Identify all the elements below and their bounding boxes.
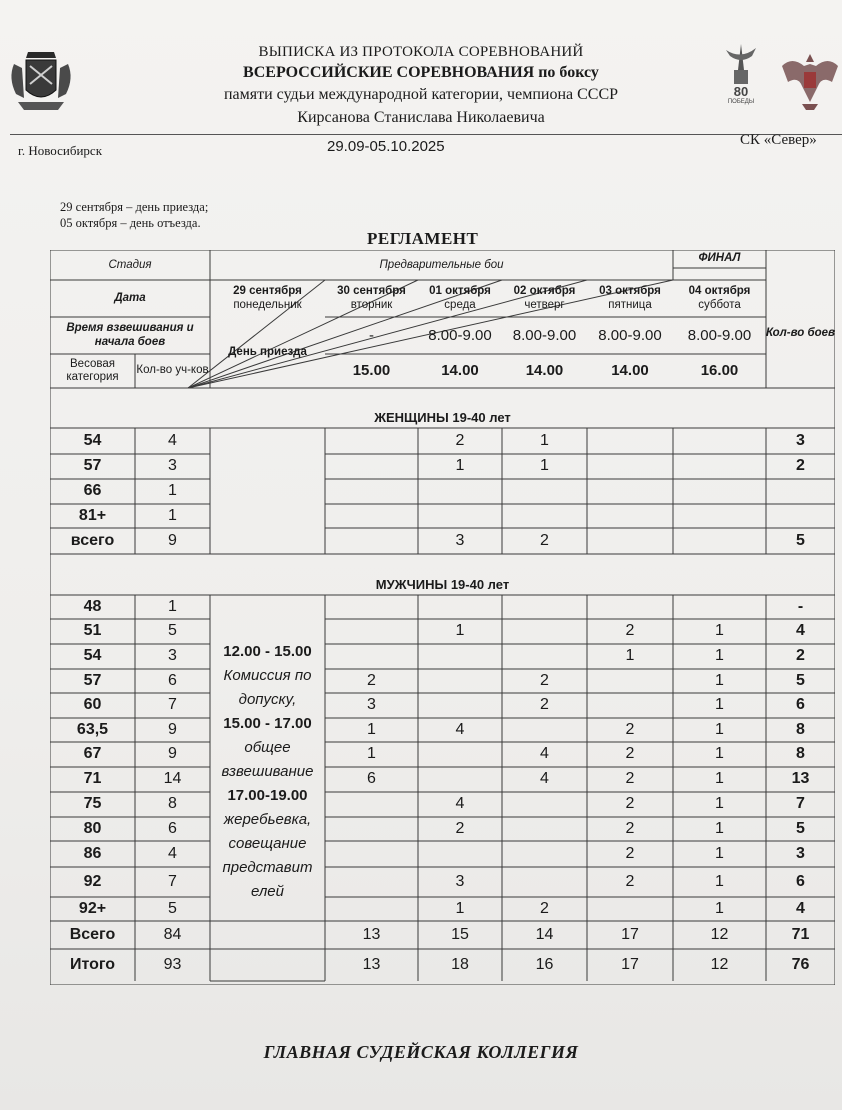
schedule-line: 15.00 - 17.00: [223, 715, 312, 732]
russia-double-eagle-icon: [778, 46, 842, 112]
bouts-per-day: [587, 479, 673, 504]
schedule-line: общее: [244, 739, 291, 756]
bouts-per-day: 1: [367, 745, 376, 763]
bouts-per-day: 13: [362, 925, 381, 943]
weight-category: 71: [83, 770, 102, 788]
weigh-in-label: Время взвешивания и начала боев: [66, 322, 194, 348]
bouts-start-time: 14.00: [441, 362, 479, 380]
bouts-per-day: 1: [625, 647, 635, 665]
bouts-per-day: 1: [715, 872, 724, 890]
total-bouts: 7: [796, 795, 805, 813]
bouts-per-day: 1: [455, 622, 465, 640]
bouts-per-day: [587, 693, 673, 718]
bouts-per-day: [587, 528, 673, 554]
bouts-per-day: 15: [451, 925, 469, 943]
weight-category: 75: [83, 795, 102, 813]
bouts-per-day: 1: [455, 899, 465, 917]
participants-count-label: Кол-во уч-ков: [136, 364, 209, 377]
weight-category: 48: [83, 597, 102, 615]
header-line-1: ВЫПИСКА ИЗ ПРОТОКОЛА СОРЕВНОВАНИЙ: [258, 44, 584, 60]
participants-count: 7: [168, 872, 177, 890]
venue-club: СК «Север»: [740, 132, 817, 148]
bouts-per-day: [587, 669, 673, 693]
bouts-start-time: 15.00: [352, 362, 391, 380]
day-date: 30 сентября: [337, 285, 406, 298]
women-section-title: ЖЕНЩИНЫ 19-40 лет: [374, 409, 511, 425]
date-label: Дата: [114, 291, 146, 304]
bouts-per-day: [325, 841, 418, 867]
bouts-per-day: 17: [621, 925, 639, 943]
bouts-per-day: [502, 718, 587, 742]
participants-count: 6: [168, 671, 177, 689]
bouts-per-day: [325, 619, 418, 644]
final-label: ФИНАЛ: [698, 252, 741, 265]
bouts-per-day: 2: [625, 844, 635, 862]
total-bouts: 5: [796, 819, 805, 837]
participants-count: 9: [168, 745, 177, 763]
day-date: 29 сентября: [233, 285, 302, 298]
bouts-per-day: 3: [455, 872, 465, 890]
bouts-per-day: 2: [625, 720, 635, 738]
bouts-per-day: [673, 595, 766, 619]
header-line-4: Кирсанова Станислава Николаевича: [297, 109, 545, 126]
svg-text:ПОБЕДЫ: ПОБЕДЫ: [727, 99, 755, 105]
bouts-per-day: 1: [715, 622, 724, 640]
bouts-per-day: 1: [715, 647, 724, 665]
chief-judges-panel: ГЛАВНАЯ СУДЕЙСКАЯ КОЛЛЕГИЯ: [263, 1042, 579, 1062]
regulation-title: РЕГЛАМЕНТ: [367, 229, 479, 248]
schedule-line: Комиссия по: [223, 667, 312, 684]
bouts-per-day: [502, 644, 587, 669]
bouts-per-day: [502, 792, 587, 817]
weight-category: 57: [83, 671, 102, 689]
weight-category: 66: [83, 482, 102, 500]
bouts-per-day: 2: [540, 696, 549, 714]
bouts-per-day: [502, 619, 587, 644]
day-of-week: пятница: [608, 298, 652, 311]
total-bouts: 8: [796, 720, 805, 738]
total-bouts: [766, 479, 835, 504]
bouts-per-day: [673, 504, 766, 528]
participants-count: 9: [168, 531, 177, 549]
bouts-per-day: 2: [540, 671, 549, 689]
bouts-per-day: 6: [367, 770, 376, 788]
bouts-per-day: [418, 479, 502, 504]
bouts-per-day: [418, 669, 502, 693]
bouts-per-day: [673, 479, 766, 504]
schedule-line: совещание: [228, 835, 307, 852]
bouts-per-day: 12: [710, 925, 729, 943]
bouts-per-day: [673, 454, 766, 479]
bouts-per-day: 2: [625, 795, 635, 813]
bouts-per-day: [673, 428, 766, 454]
participants-count: 1: [168, 482, 177, 500]
bouts-per-day: [587, 454, 673, 479]
weight-category: 57: [83, 457, 102, 475]
bouts-per-day: [502, 479, 587, 504]
bouts-per-day: [418, 644, 502, 669]
schedule-line: 17.00-19.00: [227, 787, 308, 804]
bouts-per-day: [502, 595, 587, 619]
bouts-start-time: 16.00: [700, 362, 739, 380]
preliminary-bouts-label: Предварительные бои: [379, 259, 504, 272]
total-bouts: -: [797, 597, 804, 615]
stage-label: Стадия: [108, 259, 152, 272]
bouts-per-day: [325, 595, 418, 619]
weight-category: 63,5: [76, 720, 109, 738]
bouts-per-day: [587, 428, 673, 454]
bouts-per-day: 3: [455, 531, 465, 549]
bouts-per-day: 1: [715, 696, 724, 714]
bouts-per-day: [325, 528, 418, 554]
day-header: [325, 280, 418, 317]
registration-schedule-note: [210, 640, 325, 904]
participants-count: 1: [168, 506, 177, 524]
bouts-per-day: [673, 528, 766, 554]
weight-category: 54: [83, 647, 102, 665]
total-bouts: [766, 504, 835, 528]
bouts-per-day: 2: [625, 819, 635, 837]
weight-category: 60: [83, 696, 102, 714]
participants-count: 84: [163, 925, 182, 943]
weigh-in-time: 8.00-9.00: [687, 326, 752, 344]
day-header: [673, 280, 766, 317]
day-header: [418, 280, 502, 317]
day-of-week: вторник: [350, 298, 393, 311]
bouts-per-day: [418, 504, 502, 528]
participants-count: 4: [168, 431, 177, 449]
total-bouts: 4: [796, 622, 805, 640]
bouts-per-day: 2: [455, 431, 465, 449]
total-bouts: 4: [796, 899, 805, 917]
bouts-per-day: 2: [625, 745, 635, 763]
schedule-line: взвешивание: [221, 763, 314, 780]
bouts-per-day: 4: [540, 745, 549, 763]
bouts-per-day: 2: [540, 531, 549, 549]
bouts-per-day: [502, 841, 587, 867]
participants-count: 6: [168, 819, 177, 837]
bouts-start-time: 14.00: [611, 362, 649, 380]
arrival-day-label: День приезда: [228, 345, 307, 358]
bouts-per-day: 1: [715, 745, 724, 763]
bouts-per-day: [325, 644, 418, 669]
bouts-per-day: 16: [535, 955, 554, 973]
bouts-per-day: [587, 897, 673, 921]
participants-count: 93: [163, 955, 182, 973]
schedule-line: елей: [251, 883, 284, 900]
bouts-start-time: 14.00: [525, 362, 564, 380]
bouts-per-day: 14: [535, 925, 554, 943]
bouts-per-day: [418, 595, 502, 619]
weight-category: 86: [83, 844, 102, 862]
total-bouts: 6: [796, 872, 805, 890]
participants-count: 14: [163, 770, 182, 788]
bouts-per-day: 17: [621, 955, 639, 973]
participants-count: 4: [168, 844, 177, 862]
bouts-per-day: 1: [715, 770, 724, 788]
weigh-in-time: 8.00-9.00: [598, 326, 662, 344]
bouts-per-day: [325, 428, 418, 454]
total-bouts: 6: [796, 696, 805, 714]
bouts-per-day: 2: [455, 819, 465, 837]
participants-count: 5: [168, 899, 177, 917]
schedule-line: представит: [222, 859, 313, 876]
day-date: 01 октября: [429, 285, 491, 298]
bouts-count-label: Кол-во боев: [766, 327, 836, 340]
participants-count: 3: [168, 647, 177, 665]
participants-count: 5: [168, 622, 177, 640]
bouts-per-day: 1: [540, 431, 549, 449]
svg-text:80: 80: [733, 84, 749, 99]
bouts-per-day: 1: [540, 457, 549, 475]
bouts-per-day: [502, 867, 587, 897]
weight-category: Всего: [69, 925, 116, 943]
bouts-per-day: 1: [715, 671, 724, 689]
schedule-line: 12.00 - 15.00: [223, 643, 312, 660]
competition-dates: 29.09-05.10.2025: [327, 138, 445, 155]
weigh-in-time: 8.00-9.00: [512, 326, 577, 344]
total-bouts: 76: [791, 955, 810, 973]
total-bouts: 2: [796, 647, 805, 665]
bouts-per-day: 13: [362, 955, 381, 973]
bouts-per-day: 3: [367, 696, 376, 714]
weight-category: всего: [70, 531, 115, 549]
day-date: 02 октября: [513, 285, 576, 298]
bouts-per-day: 4: [540, 770, 549, 788]
men-section-title: МУЖЧИНЫ 19-40 лет: [375, 576, 510, 592]
bouts-per-day: 2: [540, 899, 549, 917]
bouts-per-day: [325, 504, 418, 528]
participants-count: 7: [168, 696, 177, 714]
participants-count: 8: [168, 795, 177, 813]
day-header: [502, 280, 587, 317]
weight-category: 67: [83, 745, 102, 763]
participants-count: 9: [168, 720, 177, 738]
weight-category: 54: [83, 431, 102, 449]
bouts-per-day: [325, 792, 418, 817]
bouts-per-day: 18: [451, 955, 469, 973]
bouts-per-day: 2: [625, 770, 635, 788]
bouts-per-day: [325, 454, 418, 479]
schedule-line: допуску,: [238, 691, 297, 708]
bouts-per-day: [325, 817, 418, 841]
bouts-per-day: [502, 504, 587, 528]
bouts-per-day: [418, 841, 502, 867]
schedule-line: жеребьевка,: [223, 811, 312, 828]
bouts-per-day: 4: [455, 795, 465, 813]
bouts-per-day: [587, 504, 673, 528]
bouts-per-day: 1: [367, 720, 376, 738]
bouts-per-day: 1: [715, 819, 724, 837]
city: г. Новосибирск: [18, 143, 103, 158]
bouts-per-day: 1: [715, 795, 724, 813]
bouts-per-day: 2: [625, 872, 635, 890]
weight-category-label: Весовая категория: [66, 357, 119, 383]
weight-category: Итого: [69, 955, 116, 973]
day-header: [587, 280, 673, 317]
weight-category: 92: [83, 872, 102, 890]
departure-note: 05 октября – день отъезда.: [60, 216, 201, 230]
header-line-2: ВСЕРОССИЙСКИЕ СОРЕВНОВАНИЯ по боксу: [243, 64, 599, 81]
bouts-per-day: [418, 693, 502, 718]
victory-80-logo-icon: [716, 40, 766, 106]
weigh-in-time: 8.00-9.00: [428, 326, 492, 344]
day-of-week: суббота: [698, 298, 741, 311]
day-of-week: среда: [444, 298, 476, 311]
bouts-per-day: [325, 897, 418, 921]
bouts-per-day: 1: [455, 457, 465, 475]
day-header: [210, 280, 325, 317]
total-bouts: 13: [791, 770, 810, 788]
bouts-per-day: 2: [367, 671, 376, 689]
arrival-note: 29 сентября – день приезда;: [60, 200, 209, 214]
bouts-per-day: [418, 742, 502, 767]
bouts-per-day: [502, 817, 587, 841]
total-bouts: 8: [796, 745, 805, 763]
weight-category: 81+: [78, 506, 107, 524]
total-bouts: 71: [791, 925, 810, 943]
bouts-per-day: [418, 767, 502, 792]
total-bouts: 3: [796, 844, 805, 862]
day-of-week: понедельник: [233, 298, 302, 311]
total-bouts: 2: [796, 457, 805, 475]
bouts-per-day: 1: [715, 720, 724, 738]
bouts-per-day: [325, 867, 418, 897]
bouts-per-day: 12: [710, 955, 729, 973]
weight-category: 80: [83, 819, 102, 837]
bouts-per-day: [325, 479, 418, 504]
bouts-per-day: 4: [455, 720, 465, 738]
day-date: 04 октября: [688, 285, 751, 298]
total-bouts: 3: [796, 431, 805, 449]
bouts-per-day: [587, 595, 673, 619]
total-bouts: 5: [796, 671, 805, 689]
schedule-table: [50, 250, 835, 985]
weight-category: 51: [83, 622, 102, 640]
header-line-3: памяти судьи международной категории, чемпиона СССР: [223, 86, 619, 103]
participants-count: 3: [168, 457, 177, 475]
header-divider: [10, 134, 842, 135]
weigh-in-time: -: [369, 326, 374, 344]
day-date: 03 октября: [599, 285, 661, 298]
bouts-per-day: 1: [715, 844, 724, 862]
day-of-week: четверг: [524, 298, 565, 311]
total-bouts: 5: [796, 531, 805, 549]
bouts-per-day: 2: [625, 622, 635, 640]
weight-category: 92+: [78, 899, 107, 917]
bouts-per-day: 1: [715, 899, 724, 917]
participants-count: 1: [168, 597, 177, 615]
